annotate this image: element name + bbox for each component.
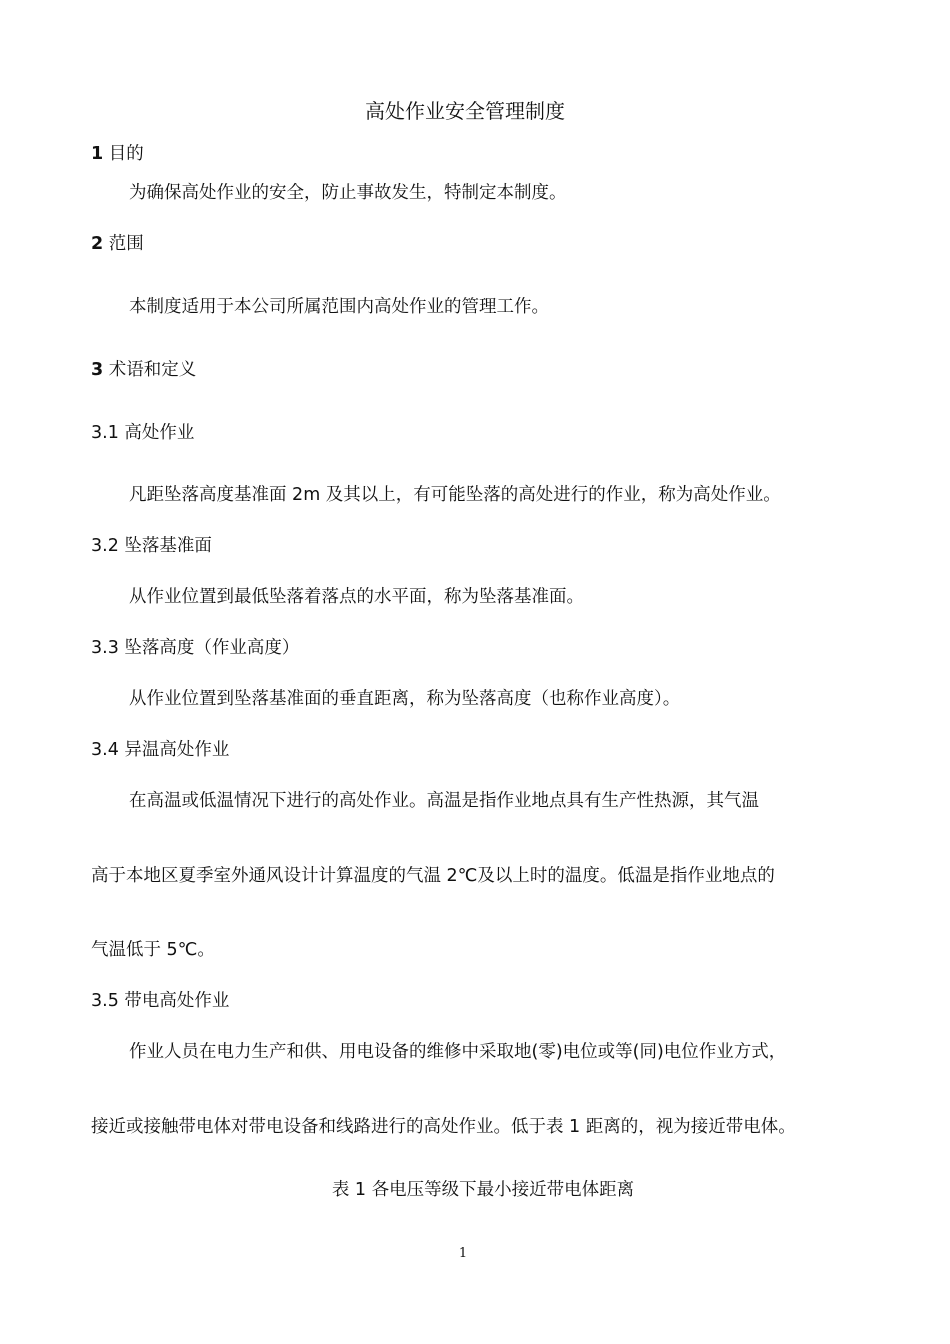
- section-3-4-heading: 3.4 异温高处作业: [91, 740, 230, 760]
- section-3-1-body: 凡距坠落高度基准面 2m 及其以上，有可能坠落的高处进行的作业，称为高处作业。: [129, 485, 781, 505]
- table-caption: 表 1 各电压等级下最小接近带电体距离: [331, 1180, 635, 1200]
- section-3-4-body-line-1: 在高温或低温情况下进行的高处作业。高温是指作业地点具有生产性热源，其气温: [129, 791, 759, 811]
- section-title: 范围: [108, 234, 144, 254]
- section-3-1-heading: 3.1 高处作业: [91, 423, 195, 443]
- section-3-2-body: 从作业位置到最低坠落着落点的水平面，称为坠落基准面。: [129, 587, 584, 607]
- section-3-4-body-line-2: 高于本地区夏季室外通风设计计算温度的气温 2℃及以上时的温度。低温是指作业地点的: [91, 866, 775, 886]
- section-3-5-body-line-1: 作业人员在电力生产和供、用电设备的维修中采取地(零)电位或等(同)电位作业方式，: [129, 1042, 787, 1062]
- section-2-body: 本制度适用于本公司所属范围内高处作业的管理工作。: [129, 297, 549, 317]
- page-title: 高处作业安全管理制度: [365, 99, 565, 123]
- section-1-body: 为确保高处作业的安全，防止事故发生，特制定本制度。: [129, 183, 567, 203]
- section-3-3-heading: 3.3 坠落高度（作业高度）: [91, 638, 300, 658]
- section-3-5-heading: 3.5 带电高处作业: [91, 991, 230, 1011]
- section-title: 目的: [108, 144, 144, 164]
- section-3-2-heading: 3.2 坠落基准面: [91, 536, 212, 556]
- section-1-heading: [91, 146, 144, 164]
- section-3-5-body-line-2: 接近或接触带电体对带电设备和线路进行的高处作业。低于表 1 距离的，视为接近带电体。: [91, 1117, 796, 1137]
- section-number: 1: [91, 144, 104, 164]
- page-number: 1: [458, 1246, 468, 1261]
- section-3-4-body-line-3: 气温低于 5℃。: [91, 940, 215, 960]
- section-3-3-body: 从作业位置到坠落基准面的垂直距离，称为坠落高度（也称作业高度）。: [129, 689, 681, 709]
- section-number: 2: [91, 234, 104, 254]
- section-number: 3: [91, 360, 104, 380]
- section-2-heading: [91, 236, 144, 254]
- section-title: 术语和定义: [108, 360, 197, 380]
- section-3-heading: [91, 362, 196, 380]
